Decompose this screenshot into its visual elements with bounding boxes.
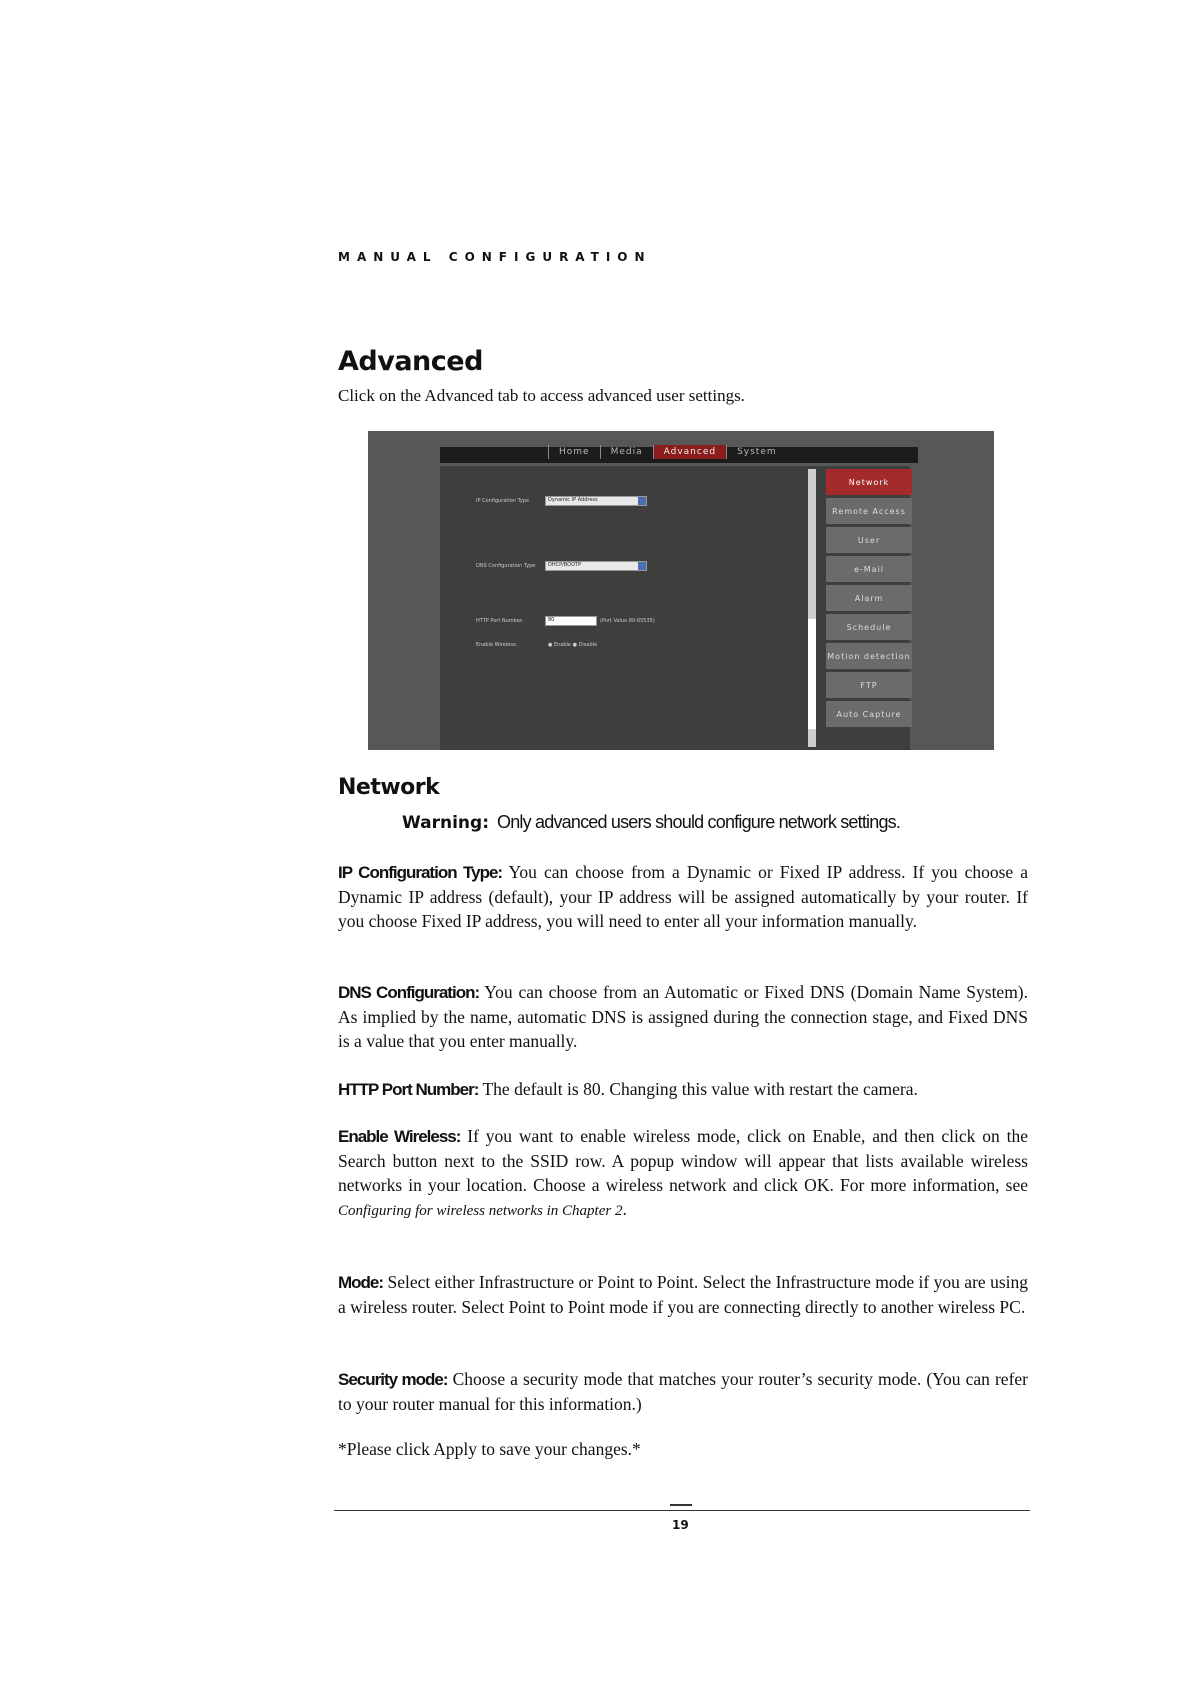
page-number: 19 [672,1518,689,1532]
http-port-input: 80 [545,616,597,626]
wireless-text: If you want to enable wireless mode, click on Enable, and then click on the Search button next to the SSID row. A popup window will appear that lists available wireless networks in your location. Choose a wireless network and click OK. For more information, see [338,1126,1028,1195]
sidebar-item-auto-capture: Auto Capture [826,701,912,727]
http-port-text: The default is 80. Changing this value with restart the camera. [478,1079,918,1099]
warning-note [402,812,900,833]
running-header: MANUAL CONFIGURATION [338,250,652,264]
dns-config-select: DHCP/BOOTP [545,561,647,571]
apply-note: *Please click Apply to save your changes.* [338,1439,641,1459]
wireless-paragraph [338,1124,1028,1223]
http-port-paragraph [338,1077,1028,1102]
screenshot-tabs [548,445,787,459]
term-enable-wireless: Enable Wireless: [338,1127,461,1146]
tab-system: System [726,445,787,459]
warning-text: Only advanced users should configure network settings. [497,812,901,832]
sidebar-item-network: Network [826,469,912,495]
ip-config-label: IP Configuration Type [476,498,530,504]
wireless-reference: Configuring for wireless networks in Chapter 2 [338,1203,623,1219]
mode-text: Select either Infrastructure or Point to Point. Select the Infrastructure mode if you are using a wireless router. Select Point to Point mode if you are connecting directly to another wireless PC. [338,1272,1028,1317]
screenshot-scrollbar [808,469,816,747]
sidebar-item-schedule: Schedule [826,614,912,640]
radio-icon: ● [548,642,554,648]
sidebar-item-user: User [826,527,912,553]
ip-config-text: You can choose from a Dynamic or Fixed IP address. If you choose a Dynamic IP address (default), your IP address will be assigned automatically by your router. If you choose Fixed IP address, you will need to enter all your information manually. [338,862,1028,931]
dns-config-label: DNS Configuration Type [476,563,536,569]
sidebar-item-motion-detection: Motion detection [826,643,912,669]
ip-config-paragraph [338,860,1028,933]
mode-paragraph [338,1270,1028,1319]
http-port-label: HTTP Port Number: [476,618,524,624]
tab-home: Home [548,445,600,459]
scrollbar-thumb [808,619,816,729]
tab-media: Media [600,445,653,459]
sidebar-item-email: e-Mail [826,556,912,582]
sidebar-item-alarm: Alarm [826,585,912,611]
dns-config-paragraph [338,980,1028,1053]
security-text: Choose a security mode that matches your router’s security mode. (You can refer to your router manual for this information.) [338,1369,1028,1414]
term-security-mode: Security mode: [338,1370,448,1389]
screenshot-sidebar [816,469,916,744]
tab-advanced: Advanced [653,445,726,459]
radio-icon: ● [572,642,579,648]
advanced-settings-screenshot [368,431,994,750]
wireless-label: Enable Wireless: [476,642,518,648]
security-paragraph [338,1367,1028,1416]
http-port-hint: (Port Value 80-65535) [600,618,655,624]
wireless-end: . [622,1199,627,1219]
dns-config-text: You can choose from an Automatic or Fixed DNS (Domain Name System). As implied by the name, automatic DNS is assigned during the connection stage, and Fixed DNS is a value that you enter manually. [338,982,1029,1051]
wireless-disable: Disable [578,642,598,648]
section-title: Advanced [338,346,483,377]
ip-config-select: Dynamic IP Address [545,496,647,506]
sidebar-item-ftp: FTP [826,672,912,698]
subsection-title: Network [338,775,440,800]
sidebar-item-remote-access: Remote Access [826,498,912,524]
footer-rule-tick [670,1504,692,1506]
intro-text: Click on the Advanced tab to access advanced user settings. [338,386,745,405]
wireless-radio-row [548,642,597,648]
term-ip-config: IP Configuration Type: [338,863,503,882]
wireless-enable: Enable [553,642,571,648]
term-http-port: HTTP Port Number: [338,1080,479,1099]
warning-label: Warning: [402,813,490,833]
term-dns-config: DNS Configuration: [338,983,480,1002]
footer-rule [334,1510,1030,1511]
term-mode: Mode: [338,1273,384,1292]
